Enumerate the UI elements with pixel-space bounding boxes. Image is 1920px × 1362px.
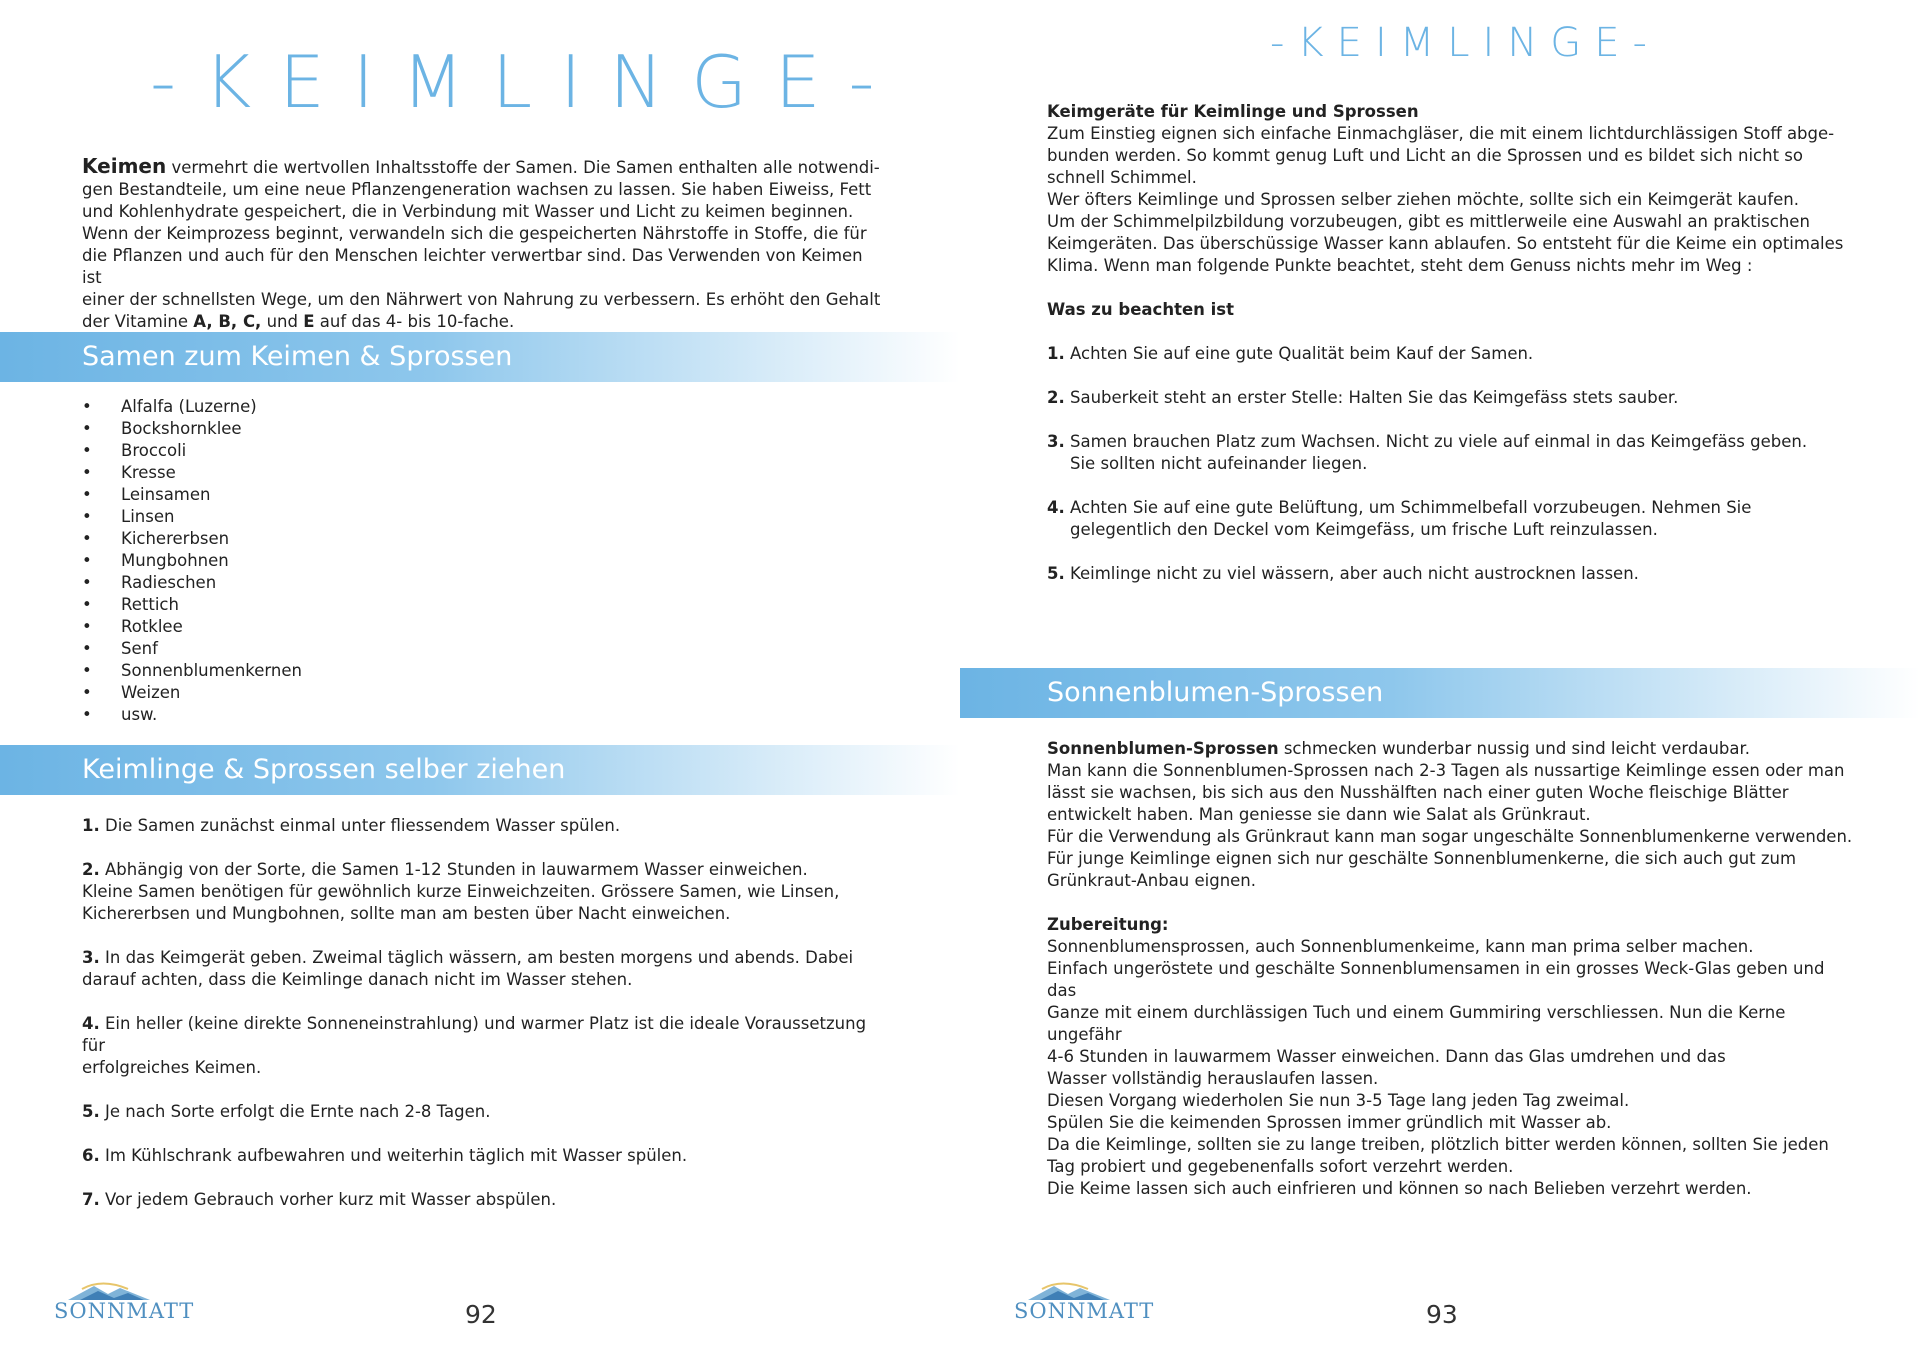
tip-line — [1047, 431, 1857, 453]
intro-line: gen Bestandteile, um eine neue Pflanzengeneration wachsen zu lassen. Sie haben Eiweiss, Fett — [82, 180, 872, 199]
tip-text: Achten Sie auf eine gute Qualität beim Kauf der Samen. — [1070, 344, 1534, 363]
sonnenblumen-section — [1047, 738, 1857, 1200]
steps-list — [82, 815, 892, 1233]
tip-item — [1047, 563, 1857, 585]
text-line: entwickelt haben. Man geniesse sie dann wie Salat als Grünkraut. — [1047, 805, 1591, 824]
step-line — [82, 1057, 892, 1079]
tip-line — [1047, 343, 1857, 365]
intro-paragraph — [82, 155, 882, 333]
step-text: Im Kühlschrank aufbewahren und weiterhin täglich mit Wasser spülen. — [105, 1146, 688, 1165]
section-header-sonnenblumen: Sonnenblumen-Sprossen — [960, 668, 1920, 718]
text-line: Für die Verwendung als Grünkraut kann man sogar ungeschälte Sonnenblumenkerne verwenden. — [1047, 827, 1853, 846]
intro-line — [82, 311, 882, 333]
text-line: Für junge Keimlinge eignen sich nur geschälte Sonnenblumenkerne, die sich auch gut zum — [1047, 849, 1797, 868]
tips-list — [1047, 343, 1857, 607]
intro-line: und Kohlenhydrate gespeichert, die in Verbindung mit Wasser und Licht zu keimen beginnen. — [82, 202, 854, 221]
vitamins-bold: A, B, C, — [193, 312, 262, 331]
list-item: • Radieschen — [82, 572, 302, 594]
step-text: Ein heller (keine direkte Sonneneinstrahlung) und warmer Platz ist die ideale Voraussetzung für — [82, 1014, 867, 1055]
text-line: Man kann die Sonnenblumen-Sprossen nach 2-3 Tagen als nussartige Keimlinge essen oder man — [1047, 761, 1845, 780]
list-item: • usw. — [82, 704, 302, 726]
page-right — [960, 0, 1920, 1362]
text-line: Diesen Vorgang wiederholen Sie nun 3-5 Tage lang jeden Tag zweimal. — [1047, 1091, 1630, 1110]
step-text: Kichererbsen und Mungbohnen, sollte man am besten über Nacht einweichen. — [82, 904, 731, 923]
list-item: • Senf — [82, 638, 302, 660]
step-item — [82, 1189, 892, 1211]
list-item: • Bockshornklee — [82, 418, 302, 440]
tip-line — [1047, 453, 1857, 475]
list-item: • Kichererbsen — [82, 528, 302, 550]
list-item: • Rotklee — [82, 616, 302, 638]
beachten-heading-wrap — [1047, 299, 1857, 321]
page-title: -KEIMLINGE- — [150, 40, 903, 124]
intro-lead: Keimen — [82, 154, 167, 178]
step-line — [82, 903, 892, 925]
tip-line — [1047, 519, 1857, 541]
step-item — [82, 859, 892, 925]
keimgeraete-heading: Keimgeräte für Keimlinge und Sprossen — [1047, 102, 1419, 121]
tip-number: 5. — [1047, 564, 1065, 583]
intro-text: auf das 4- bis 10-fache. — [314, 312, 515, 331]
tip-number: 1. — [1047, 344, 1065, 363]
step-number: 6. — [82, 1146, 100, 1165]
step-line — [82, 1189, 892, 1211]
text-line: Klima. Wenn man folgende Punkte beachtet, steht dem Genuss nichts mehr im Weg : — [1047, 256, 1753, 275]
sun-line: schmecken wunderbar nussig und sind leicht verdaubar. — [1278, 739, 1751, 758]
text-line: Die Keime lassen sich auch einfrieren und können so nach Belieben verzehrt werden. — [1047, 1179, 1752, 1198]
intro-line: Wenn der Keimprozess beginnt, verwandeln sich die gespeicherten Nährstoffe in Stoffe, die für — [82, 224, 867, 243]
page-title: -KEIMLINGE- — [1270, 20, 1660, 66]
logo-text: SONNMATT — [1014, 1299, 1155, 1323]
step-number: 5. — [82, 1102, 100, 1121]
page-number: 93 — [1426, 1300, 1458, 1329]
tip-item — [1047, 343, 1857, 365]
intro-line: einer der schnellsten Wege, um den Nährwert von Nahrung zu verbessern. Es erhöht den Gehalt — [82, 290, 881, 309]
step-item — [82, 947, 892, 991]
step-line — [82, 1145, 892, 1167]
tip-text: Sie sollten nicht aufeinander liegen. — [1070, 454, 1368, 473]
step-text: Abhängig von der Sorte, die Samen 1-12 Stunden in lauwarmem Wasser einweichen. — [105, 860, 808, 879]
text-line: Tag probiert und gegebenenfalls sofort verzehrt werden. — [1047, 1157, 1514, 1176]
list-item: • Alfalfa (Luzerne) — [82, 396, 302, 418]
tip-number: 4. — [1047, 498, 1065, 517]
tip-item — [1047, 431, 1857, 475]
tip-text: Achten Sie auf eine gute Belüftung, um Schimmelbefall vorzubeugen. Nehmen Sie — [1070, 498, 1752, 517]
seed-list — [82, 396, 302, 726]
list-item: • Sonnenblumenkernen — [82, 660, 302, 682]
page-number: 92 — [465, 1300, 497, 1329]
text-line: Keimgeräten. Das überschüssige Wasser kann ablaufen. So entsteht für die Keime ein optimales — [1047, 234, 1844, 253]
sonnmatt-logo — [54, 1280, 195, 1323]
tip-number: 2. — [1047, 388, 1065, 407]
text-line: Da die Keimlinge, sollten sie zu lange treiben, plötzlich bitter werden können, sollten Sie jeden — [1047, 1135, 1829, 1154]
step-number: 7. — [82, 1190, 100, 1209]
text-line: Wasser vollständig herauslaufen lassen. — [1047, 1069, 1379, 1088]
tip-text: Sauberkeit steht an erster Stelle: Halten Sie das Keimgefäss stets sauber. — [1070, 388, 1679, 407]
step-item — [82, 1101, 892, 1123]
sonnmatt-logo — [1014, 1280, 1155, 1323]
text-line: lässt sie wachsen, bis sich aus den Nusshälften nach einer guten Woche fleischige Blätter — [1047, 783, 1789, 802]
step-text: darauf achten, dass die Keimlinge danach nicht im Wasser stehen. — [82, 970, 633, 989]
keimgeraete-section — [1047, 101, 1857, 321]
text-line: bunden werden. So kommt genug Luft und Licht an die Sprossen und es bildet sich nicht so — [1047, 146, 1803, 165]
list-item: • Weizen — [82, 682, 302, 704]
zubereitung-heading: Zubereitung: — [1047, 915, 1169, 934]
text-line: Einfach ungeröstete und geschälte Sonnenblumensamen in ein grosses Weck-Glas geben und das — [1047, 959, 1825, 1000]
text-line: Zum Einstieg eignen sich einfache Einmachgläser, die mit einem lichtdurchlässigen Stoff abge- — [1047, 124, 1835, 143]
step-number: 3. — [82, 948, 100, 967]
spacer — [1047, 892, 1857, 914]
text-line: Ganze mit einem durchlässigen Tuch und einem Gummiring verschliessen. Nun die Kerne ungefähr — [1047, 1003, 1786, 1044]
sun-lead: Sonnenblumen-Sprossen — [1047, 739, 1279, 758]
logo-text: SONNMATT — [54, 1299, 195, 1323]
intro-text: und — [261, 312, 304, 331]
list-item: • Mungbohnen — [82, 550, 302, 572]
step-line — [82, 969, 892, 991]
list-item: • Kresse — [82, 462, 302, 484]
step-item — [82, 1013, 892, 1079]
text-line: schnell Schimmel. — [1047, 168, 1197, 187]
intro-line: die Pflanzen und auch für den Menschen leichter verwertbar sind. Das Verwenden von Keimen ist — [82, 246, 863, 287]
tip-line — [1047, 387, 1857, 409]
section-header-selber-ziehen: Keimlinge & Sprossen selber ziehen — [0, 745, 960, 795]
tip-item — [1047, 497, 1857, 541]
step-line — [82, 947, 892, 969]
step-text: Die Samen zunächst einmal unter fliessendem Wasser spülen. — [105, 816, 621, 835]
text-line: 4-6 Stunden in lauwarmem Wasser einweichen. Dann das Glas umdrehen und das — [1047, 1047, 1726, 1066]
list-item: • Linsen — [82, 506, 302, 528]
text-line: Um der Schimmelpilzbildung vorzubeugen, gibt es mittlerweile eine Auswahl an praktischen — [1047, 212, 1810, 231]
step-number: 2. — [82, 860, 100, 879]
text-line: Sonnenblumensprossen, auch Sonnenblumenkeime, kann man prima selber machen. — [1047, 937, 1754, 956]
intro-text: der Vitamine — [82, 312, 194, 331]
zubereitung-heading-wrap — [1047, 914, 1857, 936]
section-header-samen: Samen zum Keimen & Sprossen — [0, 332, 960, 382]
tip-text: Keimlinge nicht zu viel wässern, aber auch nicht austrocknen lassen. — [1070, 564, 1639, 583]
list-item: • Rettich — [82, 594, 302, 616]
step-number: 4. — [82, 1014, 100, 1033]
step-text: Je nach Sorte erfolgt die Ernte nach 2-8 Tagen. — [105, 1102, 491, 1121]
tip-text: Samen brauchen Platz zum Wachsen. Nicht zu viele auf einmal in das Keimgefäss geben. — [1070, 432, 1808, 451]
step-text: In das Keimgerät geben. Zweimal täglich wässern, am besten morgens und abends. Dabei — [105, 948, 854, 967]
text-line: Spülen Sie die keimenden Sprossen immer gründlich mit Wasser ab. — [1047, 1113, 1612, 1132]
step-number: 1. — [82, 816, 100, 835]
step-line — [82, 1101, 892, 1123]
step-text: Kleine Samen benötigen für gewöhnlich kurze Einweichzeiten. Grössere Samen, wie Linsen, — [82, 882, 840, 901]
text-line: Wer öfters Keimlinge und Sprossen selber ziehen möchte, sollte sich ein Keimgerät kaufen. — [1047, 190, 1799, 209]
step-item — [82, 1145, 892, 1167]
tip-text: gelegentlich den Deckel vom Keimgefäss, um frische Luft reinzulassen. — [1070, 520, 1658, 539]
step-line — [82, 881, 892, 903]
spacer — [1047, 277, 1857, 299]
vitamin-e-bold: E — [303, 312, 315, 331]
text-line: Grünkraut-Anbau eignen. — [1047, 871, 1257, 890]
beachten-heading: Was zu beachten ist — [1047, 300, 1235, 319]
list-item: • Leinsamen — [82, 484, 302, 506]
list-item: • Broccoli — [82, 440, 302, 462]
tip-number: 3. — [1047, 432, 1065, 451]
tip-line — [1047, 497, 1857, 519]
tip-line — [1047, 563, 1857, 585]
step-line — [82, 859, 892, 881]
step-line — [82, 815, 892, 837]
intro-line: vermehrt die wertvollen Inhaltsstoffe der Samen. Die Samen enthalten alle notwendi- — [166, 158, 880, 177]
step-text: erfolgreiches Keimen. — [82, 1058, 262, 1077]
step-line — [82, 1013, 892, 1057]
step-text: Vor jedem Gebrauch vorher kurz mit Wasser abspülen. — [105, 1190, 557, 1209]
step-item — [82, 815, 892, 837]
tip-item — [1047, 387, 1857, 409]
